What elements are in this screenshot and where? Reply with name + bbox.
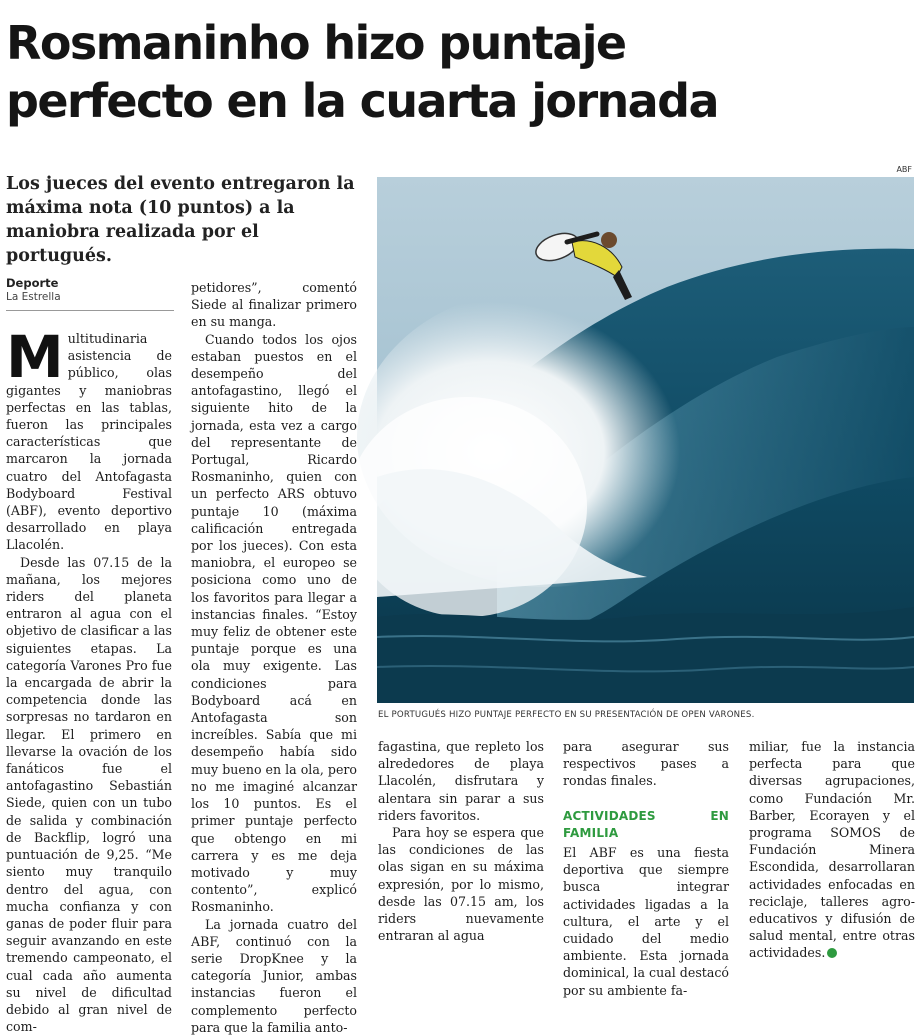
paragraph: La jornada cuatro del ABF, continuó con la serie DropKnee y la categoría Junior, ambas instancias fueron el complemento perfecto para que la familia anto- (191, 916, 357, 1035)
article-column-2 (191, 279, 357, 1036)
article-column-5 (749, 738, 915, 962)
byline-divider (6, 310, 174, 311)
paragraph: Para hoy se espera que las condiciones de las olas sigan en su máxima expresión, por lo mismo, desde las 07.15 am, los riders nuevamente entraran al agua (378, 825, 544, 944)
paragraph (6, 323, 172, 554)
section-label: Deporte (6, 276, 59, 290)
article-column-3 (378, 738, 544, 944)
headline-line-2: perfecto en la cuarta jornada (6, 74, 718, 128)
section-subhead: ACTIVIDADES EN FAMILIA (563, 808, 729, 840)
photo-credit: ABF (896, 165, 912, 174)
paragraph: Cuando todos los ojos estaban puestos en el desempeño del antofagastino, llegó el siguiente hito de la jornada, esta vez a cargo del representante de Portugal, Ricardo Rosmaninho, quien con un perfecto ARS obtuvo puntaje 10 (máxima calificación entregada por los jueces). Con esta maniobra, el europeo se posiciona como uno de los favoritos para llegar a instancias finales. “Estoy muy feliz de obtener este puntaje porque es una ola muy exigente. Las condiciones para Bodyboard acá en Antofagasta son increíbles. Sabía que mi desempeño había sido muy bueno en la ola, pero no me imaginé alcanzar los 10 puntos. Es el primer puntaje perfecto que obtengo en mi carrera y es me deja motivado y muy contento”, explicó Rosmaninho. (191, 331, 357, 915)
wave-illustration (377, 177, 914, 703)
author-name: La Estrella (6, 291, 61, 303)
end-mark-icon (827, 948, 837, 958)
article-column-4 (563, 738, 729, 999)
headline (6, 14, 911, 130)
article-column-1 (6, 323, 172, 1035)
paragraph: petidores”, comentó Siede al finalizar primero en su manga. (191, 280, 357, 330)
drop-cap: M (6, 323, 64, 391)
photo-caption: EL PORTUGUÉS HIZO PUNTAJE PERFECTO EN SU PRESENTACIÓN DE OPEN VARONES. (378, 710, 755, 720)
paragraph-text: ultitudinaria asistencia de público, olas gigantes y maniobras perfectas en las tablas, fueron las principales características que marcaron la jornada cuatro del Antofagasta Bodyboard Festival (ABF), evento deportivo desarrollado en playa Llacolén. (6, 331, 172, 553)
paragraph: fagastina, que repleto los alrededores de playa Llacolén, disfrutara y alentara sin parar a sus riders favoritos. (378, 739, 544, 823)
paragraph: El ABF es una fiesta deportiva que siempre busca integrar actividades ligadas a la cultura, el arte y el cuidado del medio ambiente. Esta jornada dominical, la cual destacó por su ambiente fa- (563, 845, 729, 998)
paragraph: para asegurar sus respectivos pases a rondas finales. (563, 739, 729, 789)
paragraph (749, 738, 915, 962)
subtitle: Los jueces del evento entregaron la máxima nota (10 puntos) a la maniobra realizada por el portugués. (6, 174, 355, 266)
paragraph-text: miliar, fue la instancia perfecta para que diversas agrupaciones, como Fundación Mr. Barber, Ecorayen y el programa SOMOS de Fundación Minera Escondida, desarrollaran actividades enfocadas en reciclaje, talleres agro-educativos y difusión de salud mental, entre otras actividades. (749, 739, 915, 961)
headline-line-1: Rosmaninho hizo puntaje (6, 16, 626, 70)
surf-photo (377, 177, 914, 703)
paragraph: Desde las 07.15 de la mañana, los mejores riders del planeta entraron al agua con el objetivo de clasificar a las siguientes etapas. La categoría Varones Pro fue la encargada de abrir la competencia donde las sorpresas no tardaron en llegar. El primero en llevarse la ovación de los fanáticos fue el antofagastino Sebastián Siede, quien con un tubo de salida y combinación de Backflip, logró una puntuación de 9,25. “Me siento muy tranquilo dentro del agua, con mucha confianza y con ganas de poder fluir para seguir avanzando en este tremendo campeonato, el cual cada año aumenta su nivel de dificultad debido al gran nivel de com- (6, 554, 172, 1035)
